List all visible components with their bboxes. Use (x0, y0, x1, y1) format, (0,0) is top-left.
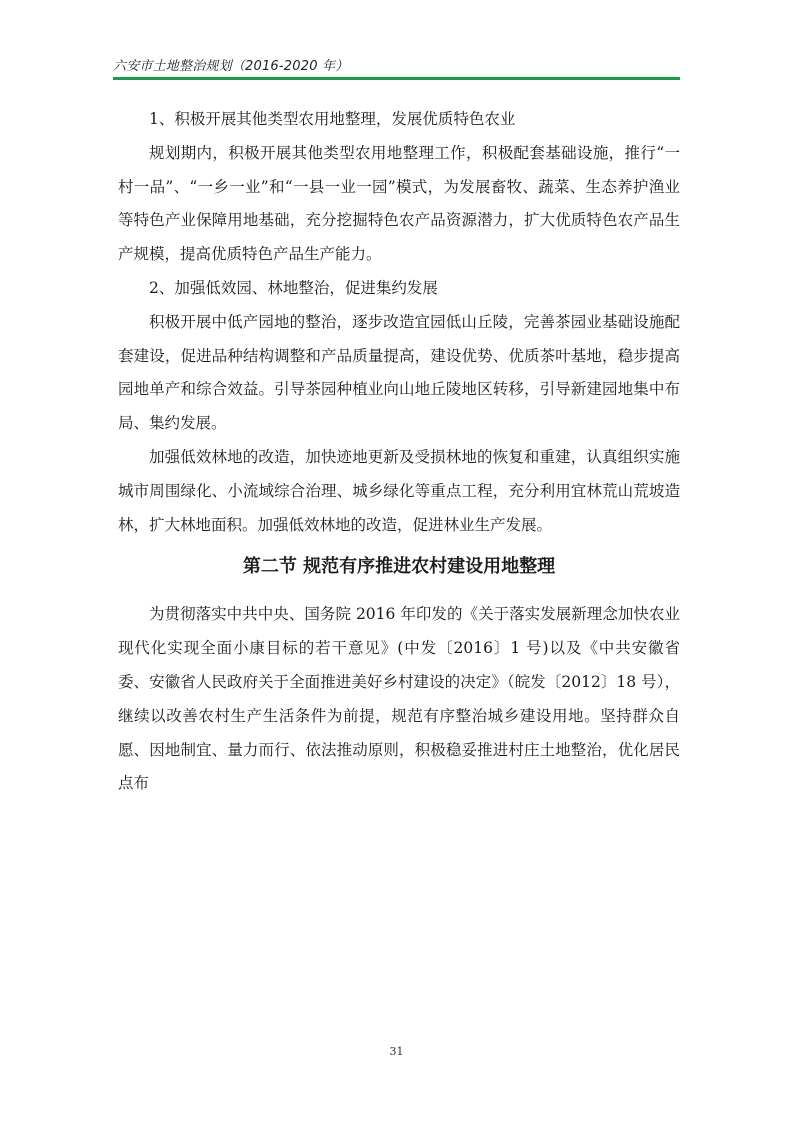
header-divider (113, 77, 680, 80)
page-number: 31 (389, 1045, 404, 1058)
subheading-1: 1、积极开展其他类型农用地整理，发展优质特色农业 (149, 110, 516, 128)
section-title: 第二节 规范有序推进农村建设用地整理 (242, 556, 556, 578)
subheading-2: 2、加强低效园、林地整治，促进集约发展 (149, 278, 438, 297)
document-body (118, 103, 680, 801)
paragraph-2: 积极开展中低产园地的整治，逐步改造宜园低山丘陵，完善茶园业基础设施配套建设，促进品种结构调整和产品质量提高，建设优势、优质茶叶基地，稳步提高园地单产和综合效益。引导茶园种植业向山地丘陵地区转移，引导新建园地集中布局、集约发展。 (118, 312, 680, 433)
paragraph-1: 规划期内，积极开展其他类型农用地整理工作，积极配套基础设施，推行“一村一品”、“一乡一业”和“一县一业一园”模式，为发展畜牧、蔬菜、生态养护渔业等特色产业保障用地基础，充分挖掘特色农产品资源潜力，扩大优质特色农产品生产规模，提高优质特色产品生产能力。 (118, 143, 680, 264)
paragraph-4: 为贯彻落实中共中央、国务院 2016 年印发的《关于落实发展新理念加快农业现代化实现全面小康目标的若干意见》(中发〔2016〕1 号)以及《中共安徽省委、安徽省人民政府关于全面推进美好乡村建设的决定》（皖发〔2012〕18 号），继续以改善农村生产生活条件为前提，规范有序整治城乡建设用地。坚持群众自愿、因地制宜、量力而行、依法推动原则，积极稳妥推进村庄土地整治，优化居民点布 (118, 605, 680, 793)
page-header-title: 六安市土地整治规划（2016-2020 年） (113, 59, 349, 74)
paragraph-3: 加强低效林地的改造，加快迹地更新及受损林地的恢复和重建，认真组织实施城市周围绿化、小流域综合治理、城乡绿化等重点工程，充分利用宜林荒山荒坡造林，扩大林地面积。加强低效林地的改造，促进林业生产发展。 (118, 447, 680, 534)
